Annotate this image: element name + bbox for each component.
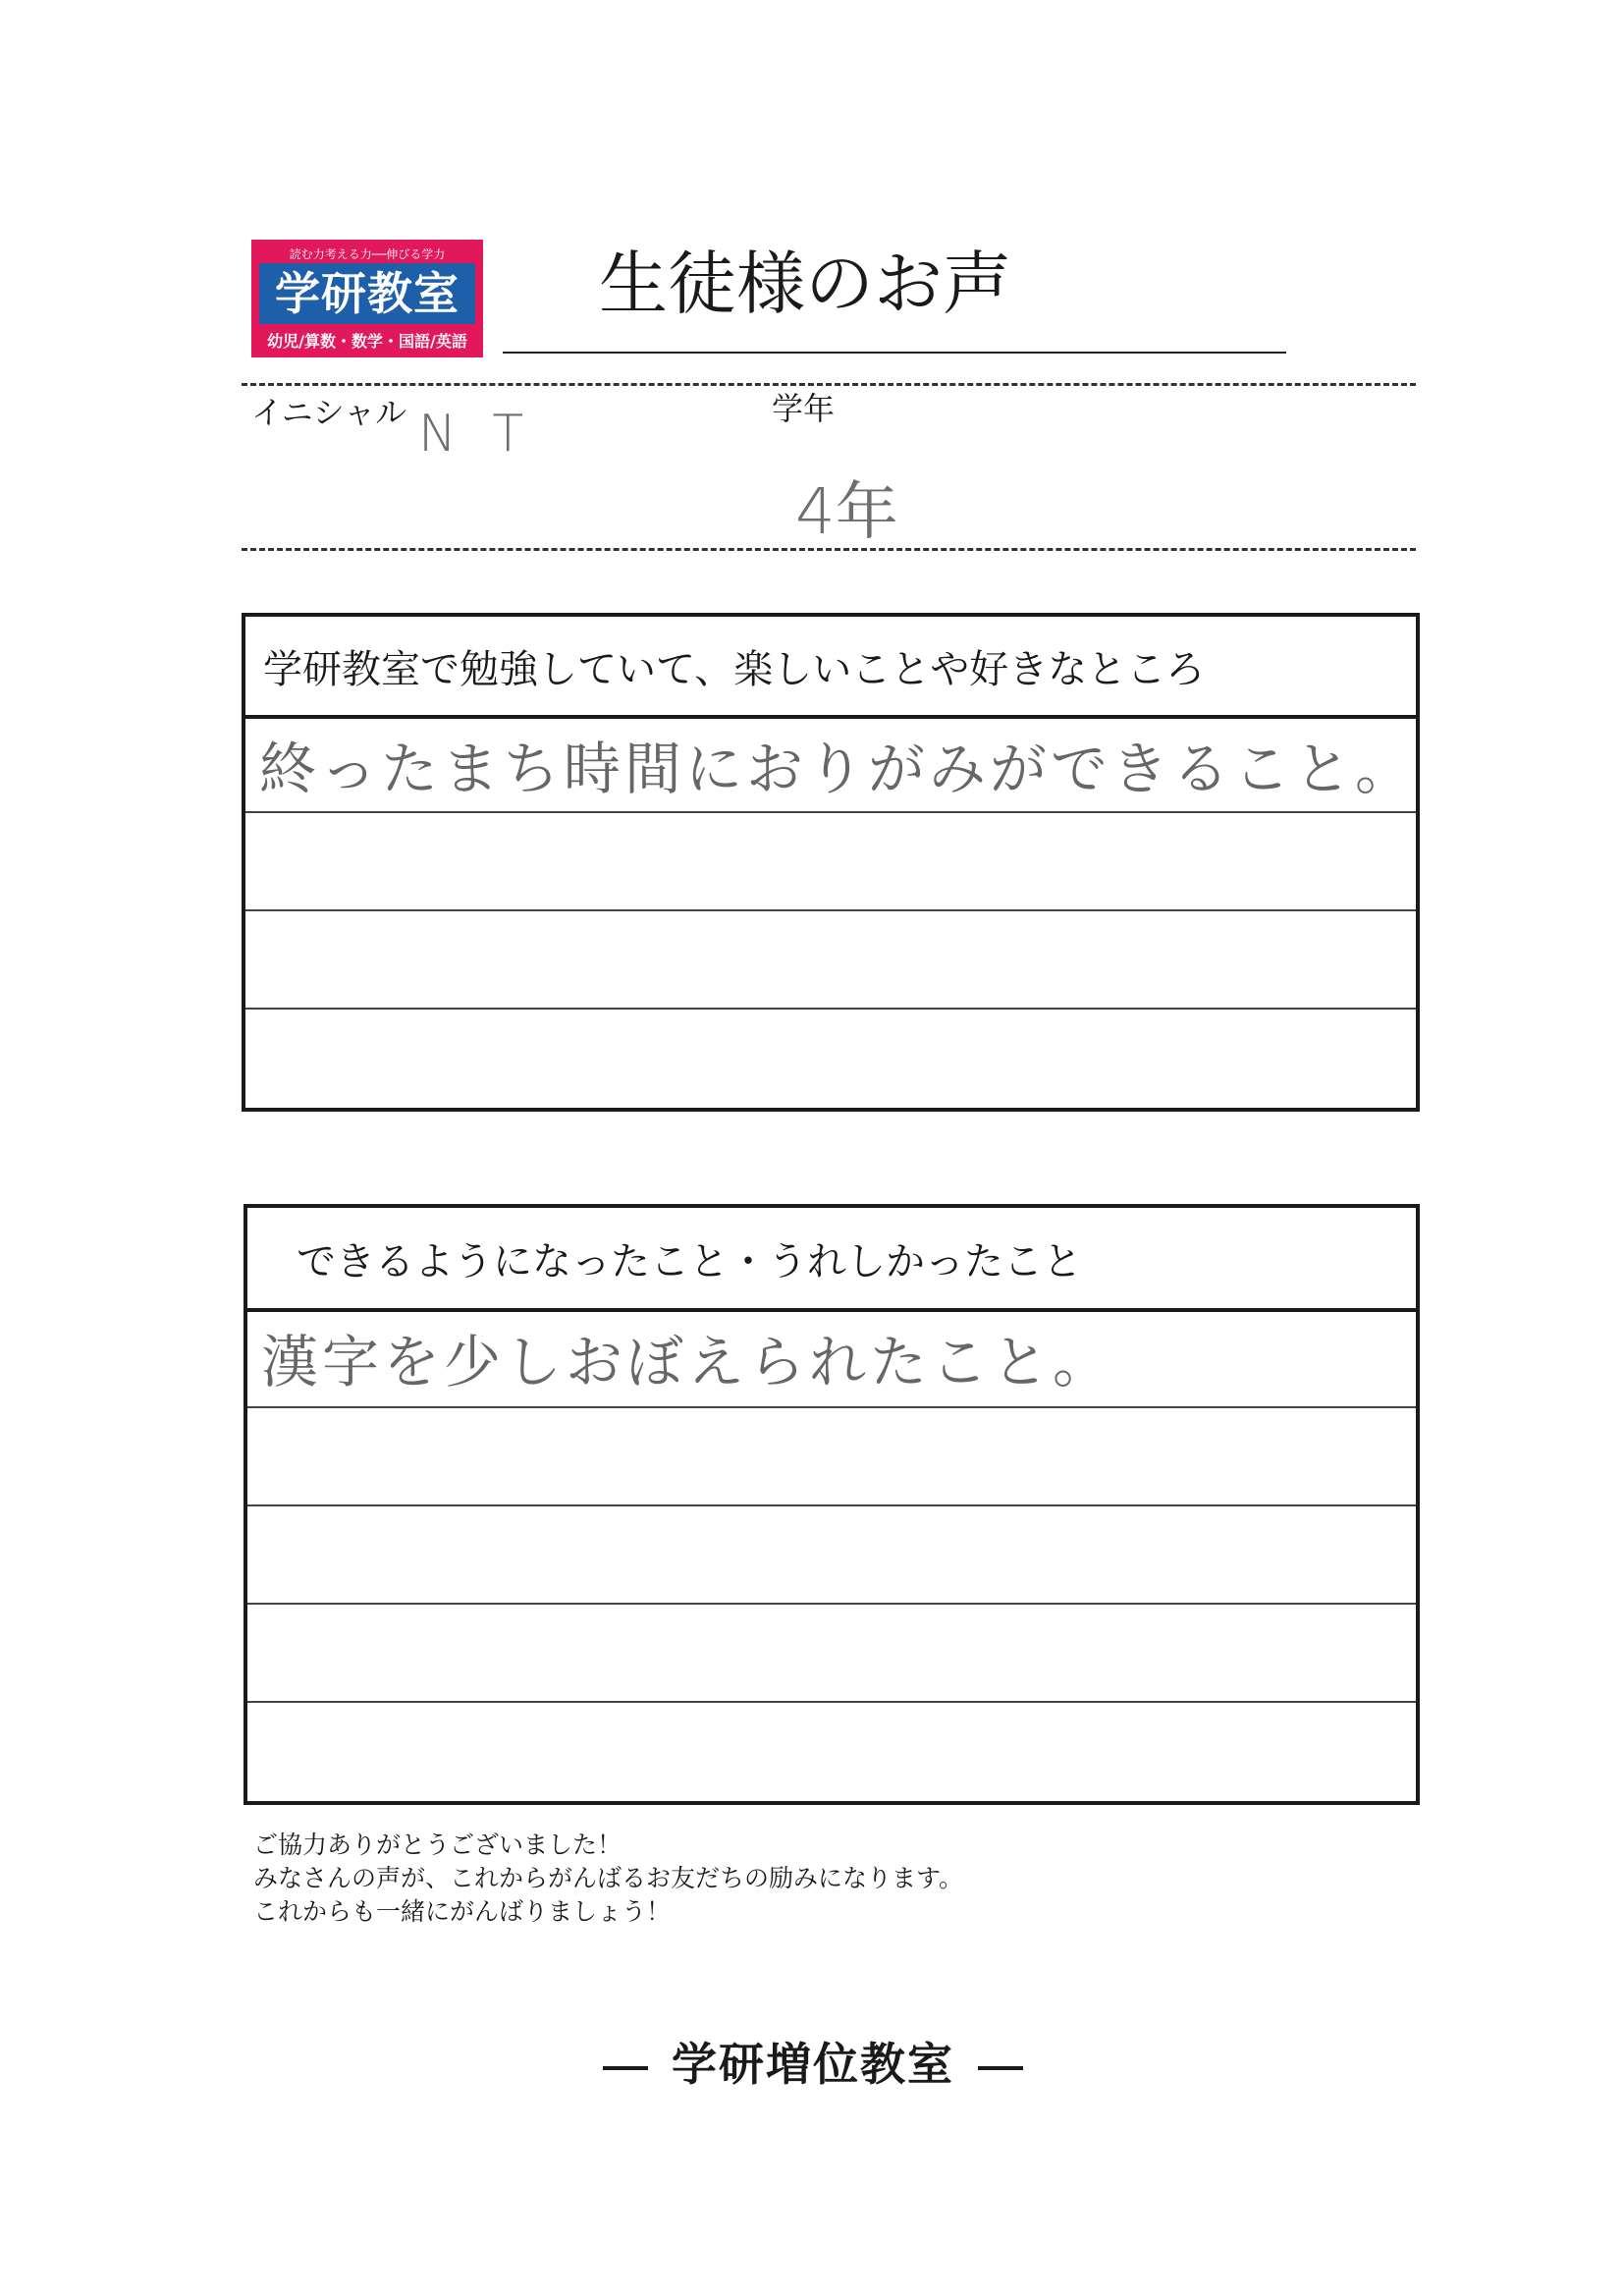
page-title: 生徒様のお声 xyxy=(599,244,1011,324)
thanks-message xyxy=(253,1829,963,1929)
classroom-name-text: 学研増位教室 xyxy=(672,2038,954,2091)
answer-line xyxy=(247,1504,1416,1506)
answer-line xyxy=(245,909,1416,911)
logo xyxy=(251,240,483,357)
section-likes xyxy=(242,613,1420,1112)
title-underline xyxy=(503,352,1286,354)
dash-decoration xyxy=(978,2066,1023,2070)
bottom-dashed-divider xyxy=(242,548,1416,551)
grade-value[interactable]: 4年 xyxy=(795,476,898,549)
dash-decoration xyxy=(603,2066,648,2070)
section-likes-heading: 学研教室で勉強していて、楽しいことや好きなところ xyxy=(245,617,1416,719)
thanks-line: これからも一緒にがんばりましょう！ xyxy=(253,1897,672,1926)
answer-line xyxy=(247,1406,1416,1408)
grade-label: 学年 xyxy=(772,390,836,427)
thanks-line: ご協力ありがとうございました！ xyxy=(253,1831,622,1859)
logo-name: 学研教室 xyxy=(259,263,475,324)
answer-line xyxy=(245,811,1416,813)
answer-line xyxy=(245,1008,1416,1010)
top-dashed-divider xyxy=(242,383,1416,386)
section-achievements-heading: できるようになったこと・うれしかったこと xyxy=(247,1208,1416,1312)
logo-tagline: 読む力考える力──伸びる学力 xyxy=(289,247,446,261)
logo-subjects: 幼児/算数・数学・国語/英語 xyxy=(267,332,467,351)
answer-line xyxy=(247,1701,1416,1703)
section-achievements-answer[interactable]: 漢字を少しおぼえられたこと。 xyxy=(261,1329,1114,1395)
section-likes-answer[interactable]: 終ったまち時間におりがみができること。 xyxy=(259,736,1417,802)
classroom-name xyxy=(579,2029,1047,2094)
initial-label: イニシャル xyxy=(251,394,407,431)
answer-line xyxy=(247,1603,1416,1605)
thanks-line: みなさんの声が、これからがんばるお友だちの励みになります。 xyxy=(253,1864,964,1892)
section-achievements xyxy=(243,1204,1420,1805)
initial-value[interactable]: N T xyxy=(418,405,534,464)
